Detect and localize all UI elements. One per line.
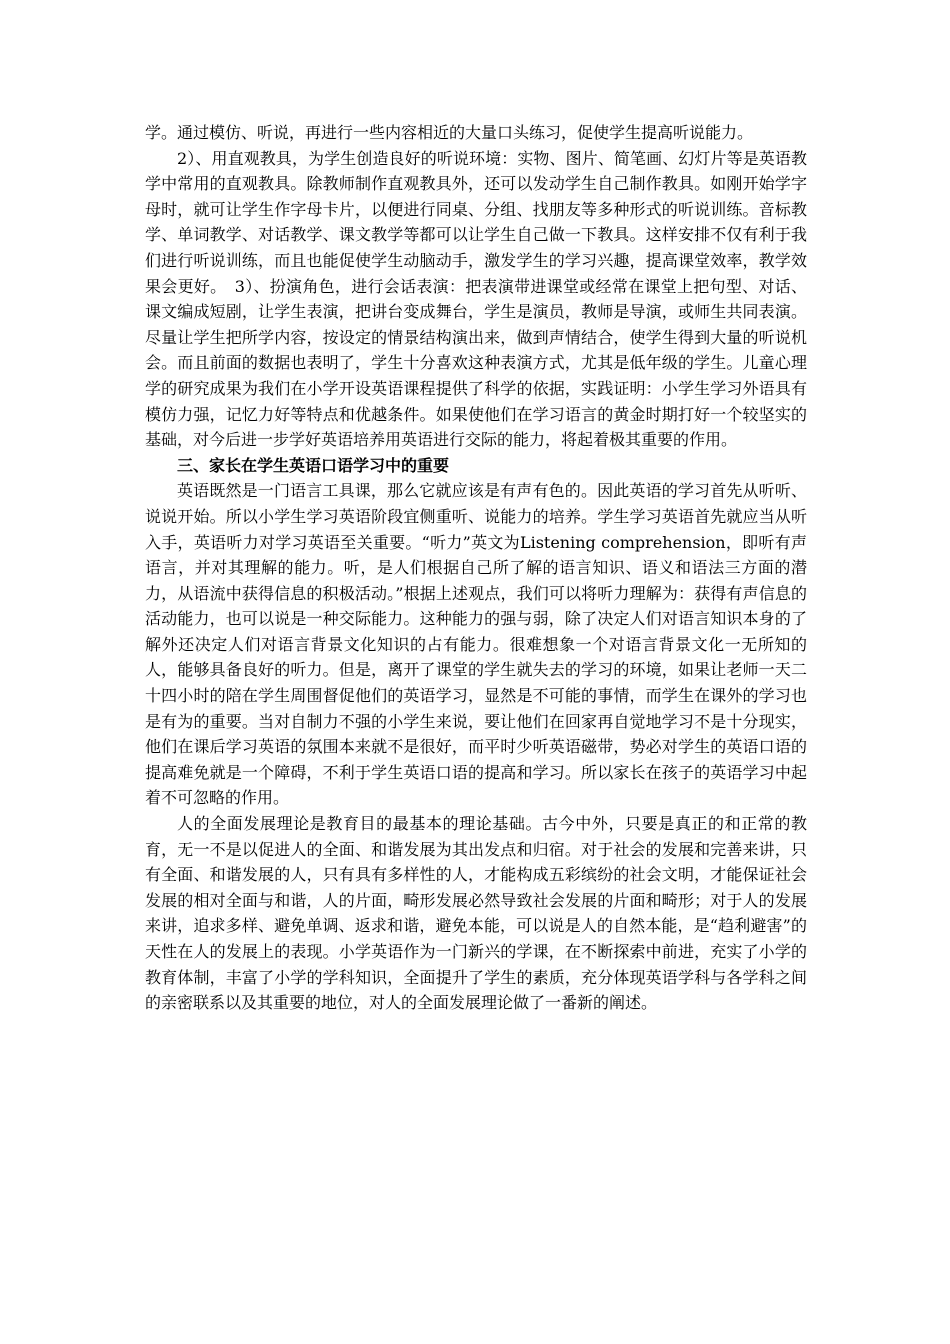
section-heading: 三、家长在学生英语口语学习中的重要: [177, 455, 450, 475]
paragraph-teaching-aids: 2）、用直观教具，为学生创造良好的听说环境：实物、图片、简笔画、幻灯片等是英语教学中常用的直观教具。除教师制作直观教具外，还可以发动学生自己制作教具。如刚开始学字母时，就可让学生作字母卡片，以便进行同桌、分组、找朋友等多种形式的听说训练。音标教学、单词教学、对话教学、课文教学等都可以让学生自己做一下教具。这样安排不仅有利于我们进行听说训练，而且也能促使学生动脑动手，激发学生的学习兴趣，提高课堂效率，教学效果会更好。 3）、扮演角色，进行会话表演：把表演带进课堂或经常在课堂上把句型、对话、课文编成短剧，让学生表演，把讲台变成舞台，学生是演员，教师是导演，或师生共同表演。尽量让学生把所学内容，按设定的情景结构演出来，做到声情结合，使学生得到大量的听说机会。而且前面的数据也表明了，学生十分喜欢这种表演方式，尤其是低年级的学生。儿童心理学的研究成果为我们在小学开设英语课程提供了科学的依据，实践证明：小学生学习外语具有模仿力强，记忆力好等特点和优越条件。如果使他们在学习语言的黄金时期打好一个较坚实的基础，对今后进一步学好英语培养用英语进行交际的能力，将起着极其重要的作用。: [145, 148, 807, 450]
paragraph-listening: 英语既然是一门语言工具课，那么它就应该是有声有色的。因此英语的学习首先从听听、说说开始。所以小学生学习英语阶段宜侧重听、说能力的培养。学生学习英语首先就应当从听入手，英语听力对学习英语至关重要。“听力”英文为Listening comprehension，即听有声语言，并对其理解的能力。听，是人们根据自己所了解的语言知识、语义和语法三方面的潜力，从语流中获得信息的积极活动。”根据上述观点，我们可以将听力理解为：获得有声信息的活动能力，也可以说是一种交际能力。这种能力的强与弱，除了决定人们对语言知识本身的了解外还决定人们对语言背景文化知识的占有能力。很难想象一个对语言背景文化一无所知的人，能够具备良好的听力。但是，离开了课堂的学生就失去的学习的环境，如果让老师一天二十四小时的陪在学生周围督促他们的英语学习，显然是不可能的事情，而学生在课外的学习也是有为的重要。当对自制力不强的小学生来说，要让他们在回家再自觉地学习不是十分现实，他们在课后学习英语的氛围本来就不是很好，而平时少听英语磁带，势必对学生的英语口语的提高难免就是一个障碍，不利于学生英语口语的提高和学习。所以家长在孩子的英语学习中起着不可忽略的作用。: [145, 481, 807, 808]
document-page: [145, 120, 807, 1016]
paragraph-development-theory: 人的全面发展理论是教育目的最基本的理论基础。古今中外，只要是真正的和正常的教育，无一不是以促进人的全面、和谐发展为其出发点和归宿。对于社会的发展和完善来讲，只有全面、和谐发展的人，只有具有多样性的人，才能构成五彩缤纷的社会文明，才能保证社会发展的相对全面与和谐，人的片面，畸形发展必然导致社会发展的片面和畸形；对于人的发展来讲，追求多样、避免单调、返求和谐，避免本能，可以说是人的自然本能，是“趋利避害”的天性在人的发展上的表现。小学英语作为一门新兴的学课，在不断探索中前进，充实了小学的教育体制，丰富了小学的学科知识，全面提升了学生的素质，充分体现英语学科与各学科之间的亲密联系以及其重要的地位，对人的全面发展理论做了一番新的阐述。: [145, 814, 807, 1013]
paragraph-continuation: 学。通过模仿、听说，再进行一些内容相近的大量口头练习，促使学生提高听说能力。: [145, 123, 754, 142]
